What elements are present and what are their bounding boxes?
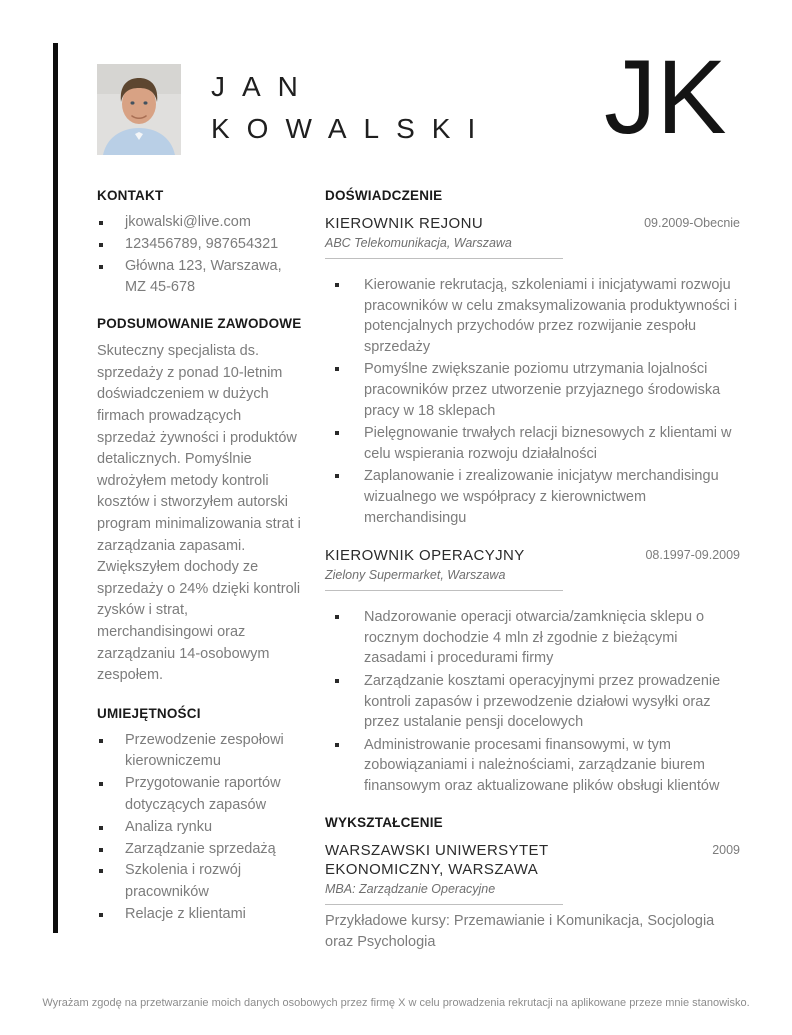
skill-item: Przygotowanie raportów dotyczących zapasów	[97, 773, 303, 817]
bullet-square-icon	[99, 848, 103, 852]
bullet-square-icon	[99, 782, 103, 786]
skills-list	[97, 730, 303, 926]
contact-item-phone	[97, 234, 303, 256]
bullet-square-icon	[99, 913, 103, 917]
bullet-square-icon	[335, 679, 339, 683]
bullet-square-icon	[99, 243, 103, 247]
degree-name: MBA: Zarządzanie Operacyjne	[325, 882, 496, 897]
contact-item-address	[97, 256, 303, 300]
bullet-square-icon	[335, 367, 339, 371]
education-dates: 2009	[712, 843, 740, 858]
sidebar	[97, 189, 303, 926]
job-bullet: Administrowanie procesami finansowymi, w tym zobowiązaniami i należnościami, zarządzanie biurem finansowym oraz aktualizowane plików obsługi klientów	[325, 735, 740, 797]
job-bullet: Pomyślne zwiększanie poziomu utrzymania lojalności pracowników przez utworzenie przyjaznego środowiska pracy w 18 sklepach	[325, 359, 740, 421]
bullet-square-icon	[99, 265, 103, 269]
bullet-square-icon	[335, 474, 339, 478]
job-dates: 09.2009-Obecnie	[644, 216, 740, 230]
divider-line	[325, 590, 563, 591]
portrait-illustration	[97, 64, 181, 155]
job-bullet: Kierowanie rekrutacją, szkoleniami i inicjatywami rozwoju pracowników w celu zmaksymalizowania produktywności i potencjalnych przychodów przez rozwijanie zespołu sprzedaży	[325, 275, 740, 357]
skill-item: Szkolenia i rozwój pracowników	[97, 860, 303, 904]
job-bullet-list	[325, 275, 740, 528]
experience-heading: DOŚWIADCZENIE	[325, 188, 443, 203]
job-entry-1	[325, 214, 740, 528]
skill-item: Analiza rynku	[97, 817, 303, 839]
main-content	[325, 189, 740, 953]
bullet-square-icon	[99, 221, 103, 225]
candidate-name	[211, 66, 492, 150]
bullet-square-icon	[99, 826, 103, 830]
contact-item-email	[97, 212, 303, 234]
summary-heading: PODSUMOWANIE ZAWODOWE	[97, 316, 302, 332]
bullet-square-icon	[99, 869, 103, 873]
monogram: JK	[604, 39, 727, 156]
gdpr-consent-text: Wyrażam zgodę na przetwarzanie moich danych osobowych przez firmę X w celu prowadzenia rekrutacji na aplikowane przeze mnie stanowisko.	[42, 997, 750, 1009]
job-bullet: Zaplanowanie i zrealizowanie inicjatyw merchandisingu wizualnego we współpracy z kierownictwem merchandisingu	[325, 466, 740, 528]
skill-item: Przewodzenie zespołowi kierowniczemu	[97, 730, 303, 774]
education-heading: WYKSZTAŁCENIE	[325, 815, 443, 831]
skills-heading: UMIEJĘTNOŚCI	[97, 705, 201, 721]
last-name: KOWALSKI	[211, 113, 493, 144]
contact-phone: 123456789, 987654321	[125, 235, 279, 252]
job-header	[325, 214, 740, 233]
bullet-square-icon	[335, 431, 339, 435]
profile-photo	[97, 64, 181, 155]
job-bullet: Pielęgnowanie trwałych relacji biznesowych z klientami w celu wspierania rozwoju działalności	[325, 423, 740, 464]
first-name: JAN	[211, 71, 315, 102]
job-bullet: Zarządzanie kosztami operacyjnymi przez prowadzenie kontroli zapasów i przewodzenie działowi wysyłki oraz przez ustalanie pensji docelowych	[325, 671, 740, 733]
skill-item: Relacje z klientami	[97, 904, 303, 926]
left-accent-bar	[53, 43, 58, 933]
job-bullet: Nadzorowanie operacji otwarcia/zamknięcia sklepu o rocznym dochodzie 4 mln zł zgodnie z bieżącymi zasadami i procedurami firmy	[325, 607, 740, 669]
contact-list	[97, 212, 303, 299]
job-title: KIEROWNIK OPERACYJNY	[325, 547, 525, 565]
contact-email: jkowalski@live.com	[125, 214, 251, 230]
courses-text: Przykładowe kursy: Przemawianie i Komunikacja, Socjologia oraz Psychologia	[325, 913, 715, 951]
job-dates: 08.1997-09.2009	[645, 548, 740, 563]
education-entry	[325, 841, 740, 953]
bullet-square-icon	[335, 743, 339, 747]
contact-heading: KONTAKT	[97, 188, 164, 203]
divider-line	[325, 258, 563, 259]
divider-line	[325, 904, 563, 905]
summary-text: Skuteczny specjalista ds. sprzedaży z ponad 10-letnim doświadczeniem w dużych firmach prowadzących sprzedaż żywności i produktów detalicznych. Pomyślnie wdrożyłem metody kontroli kosztów i stworzyłem autorski program minimalizowania strat i zarządzania zapasami. Zwiększyłem dochody ze sprzedaży o 24% dzięki kontroli zysków i strat, merchandisingowi oraz zarządzaniu 14-osobowym zespołem.	[97, 343, 301, 684]
bullet-square-icon	[335, 615, 339, 619]
bullet-square-icon	[335, 283, 339, 287]
contact-address: Główna 123, Warszawa, MZ 45-678	[125, 257, 282, 296]
bullet-square-icon	[99, 739, 103, 743]
job-company: ABC Telekomunikacja, Warszawa	[325, 236, 512, 250]
job-header	[325, 546, 740, 565]
job-title: KIEROWNIK REJONU	[325, 215, 484, 232]
job-company: Zielony Supermarket, Warszawa	[325, 568, 506, 583]
job-bullet-list	[325, 607, 740, 796]
job-entry-2	[325, 546, 740, 796]
skill-item: Zarządzanie sprzedażą	[97, 839, 303, 861]
education-header	[325, 841, 740, 879]
school-name: WARSZAWSKI UNIWERSYTET EKONOMICZNY, WARSZAWA	[325, 842, 549, 879]
